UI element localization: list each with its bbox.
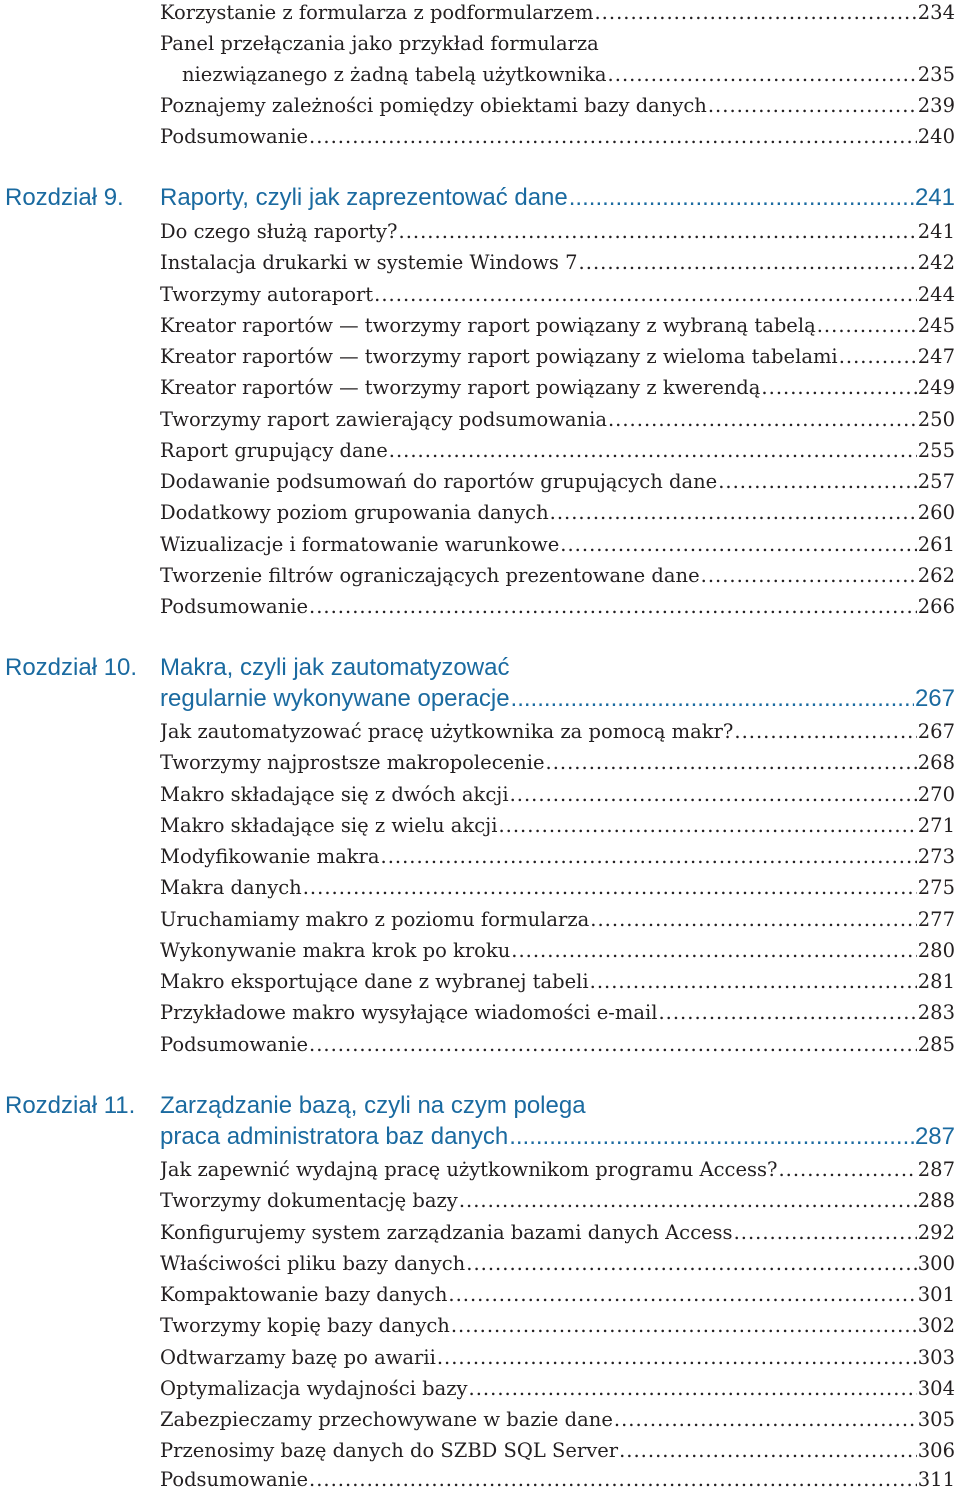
dot-leader	[579, 247, 917, 278]
entry-page: 262	[917, 564, 955, 587]
entry-page: 247	[917, 345, 955, 368]
chapter-heading[interactable]	[160, 182, 955, 213]
toc-entry[interactable]	[160, 1435, 955, 1466]
entry-page: 303	[917, 1346, 955, 1369]
entry-page: 271	[917, 814, 955, 837]
entry-title: Jak zapewnić wydajną pracę użytkownikom programu Access?	[160, 1158, 778, 1181]
entry-title: Tworzymy najprostsze makropolecenie	[160, 751, 545, 774]
entry-title: Kreator raportów — tworzymy raport powiązany z wybraną tabelą	[160, 314, 816, 337]
entry-page: 249	[917, 376, 955, 399]
entry-page: 234	[917, 1, 955, 24]
entry-title: Podsumowanie	[160, 125, 309, 148]
toc-entry[interactable]	[160, 716, 955, 747]
entry-page: 292	[917, 1221, 955, 1244]
toc-entry[interactable]	[160, 216, 955, 247]
chapter-label: Rozdział 10.	[5, 654, 138, 681]
entry-title: Dodawanie podsumowań do raportów grupujących dane	[160, 470, 718, 493]
dot-leader	[381, 841, 917, 872]
entry-page: 283	[917, 1001, 955, 1024]
entry-page: 306	[917, 1439, 955, 1462]
toc-entry[interactable]	[160, 1279, 955, 1310]
dot-leader	[448, 1279, 916, 1310]
toc-entry[interactable]	[160, 497, 955, 528]
dot-leader	[469, 1373, 917, 1404]
entry-title: Konfigurujemy system zarządzania bazami danych Access	[160, 1221, 733, 1244]
entry-page: 245	[917, 314, 955, 337]
entry-title: Przenosimy bazę danych do SZBD SQL Server	[160, 1439, 619, 1462]
dot-leader	[778, 1154, 916, 1185]
entry-title: Kreator raportów — tworzymy raport powiązany z wieloma tabelami	[160, 345, 838, 368]
entry-page: 260	[917, 501, 955, 524]
chapter-page: 241	[914, 184, 955, 211]
entry-title: Tworzymy dokumentację bazy	[160, 1189, 458, 1212]
entry-page: 277	[917, 908, 955, 931]
chapter-heading[interactable]	[160, 683, 955, 714]
chapter-title: Zarządzanie bazą, czyli na czym polega	[160, 1092, 586, 1119]
toc-entry[interactable]	[160, 591, 955, 622]
entry-title: Podsumowanie	[160, 595, 309, 618]
dot-leader	[309, 1029, 917, 1060]
entry-page: 281	[917, 970, 955, 993]
toc-entry[interactable]	[160, 435, 955, 466]
toc-entry[interactable]	[160, 1373, 955, 1404]
entry-title: Raport grupujący dane	[160, 439, 388, 462]
entry-page: 261	[917, 533, 955, 556]
dot-leader	[619, 1435, 917, 1466]
entry-title: Odtwarzamy bazę po awarii	[160, 1346, 436, 1369]
toc-entry[interactable]	[160, 372, 955, 403]
toc-entry[interactable]	[160, 279, 955, 310]
dot-leader	[560, 529, 916, 560]
entry-page: 257	[917, 470, 955, 493]
dot-leader	[309, 121, 917, 152]
toc-entry[interactable]	[160, 466, 955, 497]
toc-entry[interactable]	[160, 1464, 955, 1495]
dot-leader	[437, 1342, 917, 1373]
chapter-title: praca administratora baz danych	[160, 1123, 509, 1150]
dot-leader	[658, 997, 916, 1028]
entry-title: Przykładowe makro wysyłające wiadomości e-mail	[160, 1001, 658, 1024]
dot-leader	[546, 747, 917, 778]
toc-entry[interactable]	[160, 872, 955, 903]
chapter-heading[interactable]	[160, 1121, 955, 1152]
toc-entry[interactable]	[160, 404, 955, 435]
dot-leader	[466, 1248, 917, 1279]
entry-title: Tworzymy kopię bazy danych	[160, 1314, 450, 1337]
toc-entry[interactable]	[160, 1404, 955, 1435]
dot-leader	[399, 216, 917, 247]
entry-title: Kreator raportów — tworzymy raport powiązany z kwerendą	[160, 376, 761, 399]
entry-page: 301	[917, 1283, 955, 1306]
toc-entry[interactable]	[160, 0, 955, 28]
dot-leader	[608, 59, 917, 90]
entry-title: Podsumowanie	[160, 1033, 309, 1056]
entry-page: 305	[917, 1408, 955, 1431]
dot-leader	[608, 404, 917, 435]
entry-page: 242	[917, 251, 955, 274]
entry-page: 268	[917, 751, 955, 774]
entry-title: Podsumowanie	[160, 1468, 309, 1491]
toc-entry[interactable]	[160, 1248, 955, 1279]
entry-page: 270	[917, 783, 955, 806]
entry-title: Poznajemy zależności pomiędzy obiektami bazy danych	[160, 94, 707, 117]
entry-title: Właściwości pliku bazy danych	[160, 1252, 466, 1275]
entry-page: 275	[917, 876, 955, 899]
dot-leader	[309, 1464, 917, 1495]
toc-entry[interactable]	[160, 310, 955, 341]
entry-title: Dodatkowy poziom grupowania danych	[160, 501, 549, 524]
toc-entry[interactable]	[160, 1342, 955, 1373]
entry-title: Optymalizacja wydajności bazy	[160, 1377, 468, 1400]
dot-leader	[451, 1310, 917, 1341]
entry-title: Do czego służą raporty?	[160, 220, 398, 243]
dot-leader	[761, 372, 916, 403]
entry-page: 304	[917, 1377, 955, 1400]
toc-entry[interactable]	[160, 1217, 955, 1248]
entry-title: Jak zautomatyzować pracę użytkownika za pomocą makr?	[160, 720, 734, 743]
toc-entry[interactable]	[182, 59, 955, 90]
dot-leader	[511, 935, 917, 966]
entry-title: Kompaktowanie bazy danych	[160, 1283, 448, 1306]
dot-leader	[718, 466, 917, 497]
toc-entry[interactable]	[160, 747, 955, 778]
dot-leader	[389, 435, 917, 466]
toc-entry[interactable]	[160, 560, 955, 591]
entry-page: 288	[917, 1189, 955, 1212]
chapter-title: Raporty, czyli jak zaprezentować dane	[160, 184, 568, 211]
dot-leader	[590, 904, 916, 935]
entry-title-continued: niezwiązanego z żadną tabelą użytkownika	[182, 63, 607, 86]
dot-leader	[734, 716, 916, 747]
entry-page: 255	[917, 439, 955, 462]
entry-title: Makro składające się z wielu akcji	[160, 814, 498, 837]
chapter-page: 287	[914, 1123, 955, 1150]
entry-title: Panel przełączania jako przykład formularza	[160, 32, 599, 55]
entry-title: Zabezpieczamy przechowywane w bazie dane	[160, 1408, 613, 1431]
chapter-title: regularnie wykonywane operacje	[160, 685, 510, 712]
toc-entry[interactable]	[160, 1310, 955, 1341]
dot-leader	[459, 1185, 917, 1216]
entry-title: Tworzymy raport zawierający podsumowania	[160, 408, 607, 431]
dot-leader	[303, 872, 917, 903]
toc-entry[interactable]	[160, 121, 955, 152]
toc-entry[interactable]	[160, 935, 955, 966]
entry-title: Korzystanie z formularza z podformularzem	[160, 1, 594, 24]
entry-page: 241	[917, 220, 955, 243]
entry-title: Wykonywanie makra krok po kroku	[160, 939, 511, 962]
entry-page: 273	[917, 845, 955, 868]
chapter-label: Rozdział 9.	[5, 184, 124, 211]
toc-entry[interactable]	[160, 1154, 955, 1185]
dot-leader	[511, 683, 914, 714]
toc-entry[interactable]	[160, 341, 955, 372]
entry-page: 285	[917, 1033, 955, 1056]
chapter-label: Rozdział 11.	[5, 1092, 136, 1119]
toc-entry[interactable]	[160, 779, 955, 810]
entry-title: Tworzymy autoraport	[160, 283, 374, 306]
entry-page: 302	[917, 1314, 955, 1337]
entry-page: 239	[917, 94, 955, 117]
entry-page: 311	[917, 1468, 955, 1491]
entry-title: Makro eksportujące dane z wybranej tabeli	[160, 970, 589, 993]
entry-page: 240	[917, 125, 955, 148]
toc-entry[interactable]	[160, 90, 955, 121]
entry-title: Makro składające się z dwóch akcji	[160, 783, 509, 806]
toc-entry[interactable]	[160, 1029, 955, 1060]
entry-title: Modyfikowanie makra	[160, 845, 380, 868]
entry-page: 266	[917, 595, 955, 618]
toc-entry[interactable]	[160, 247, 955, 278]
dot-leader	[309, 591, 917, 622]
dot-leader	[550, 497, 917, 528]
dot-leader	[708, 90, 917, 121]
entry-title: Wizualizacje i formatowanie warunkowe	[160, 533, 560, 556]
entry-title: Uruchamiamy makro z poziomu formularza	[160, 908, 590, 931]
toc-entry[interactable]	[160, 841, 955, 872]
toc-entry[interactable]	[160, 529, 955, 560]
chapter-title: Makra, czyli jak zautomatyzować	[160, 654, 510, 681]
dot-leader	[817, 310, 917, 341]
chapter-page: 267	[914, 685, 955, 712]
dot-leader	[594, 0, 916, 28]
dot-leader	[510, 779, 917, 810]
toc-entry[interactable]	[160, 810, 955, 841]
toc-entry[interactable]	[160, 997, 955, 1028]
entry-page: 267	[917, 720, 955, 743]
entry-title: Makra danych	[160, 876, 302, 899]
dot-leader	[590, 966, 917, 997]
entry-page: 244	[917, 283, 955, 306]
entry-page: 235	[917, 63, 955, 86]
toc-entry[interactable]	[160, 966, 955, 997]
toc-entry[interactable]	[160, 1185, 955, 1216]
dot-leader	[498, 810, 916, 841]
dot-leader	[734, 1217, 917, 1248]
entry-page: 280	[917, 939, 955, 962]
toc-entry[interactable]	[160, 904, 955, 935]
dot-leader	[569, 182, 914, 213]
dot-leader	[614, 1404, 917, 1435]
entry-page: 250	[917, 408, 955, 431]
entry-page: 287	[917, 1158, 955, 1181]
dot-leader	[701, 560, 917, 591]
dot-leader	[374, 279, 917, 310]
entry-title: Instalacja drukarki w systemie Windows 7	[160, 251, 578, 274]
dot-leader	[839, 341, 917, 372]
entry-title: Tworzenie filtrów ograniczających prezentowane dane	[160, 564, 700, 587]
dot-leader	[509, 1121, 914, 1152]
entry-page: 300	[917, 1252, 955, 1275]
